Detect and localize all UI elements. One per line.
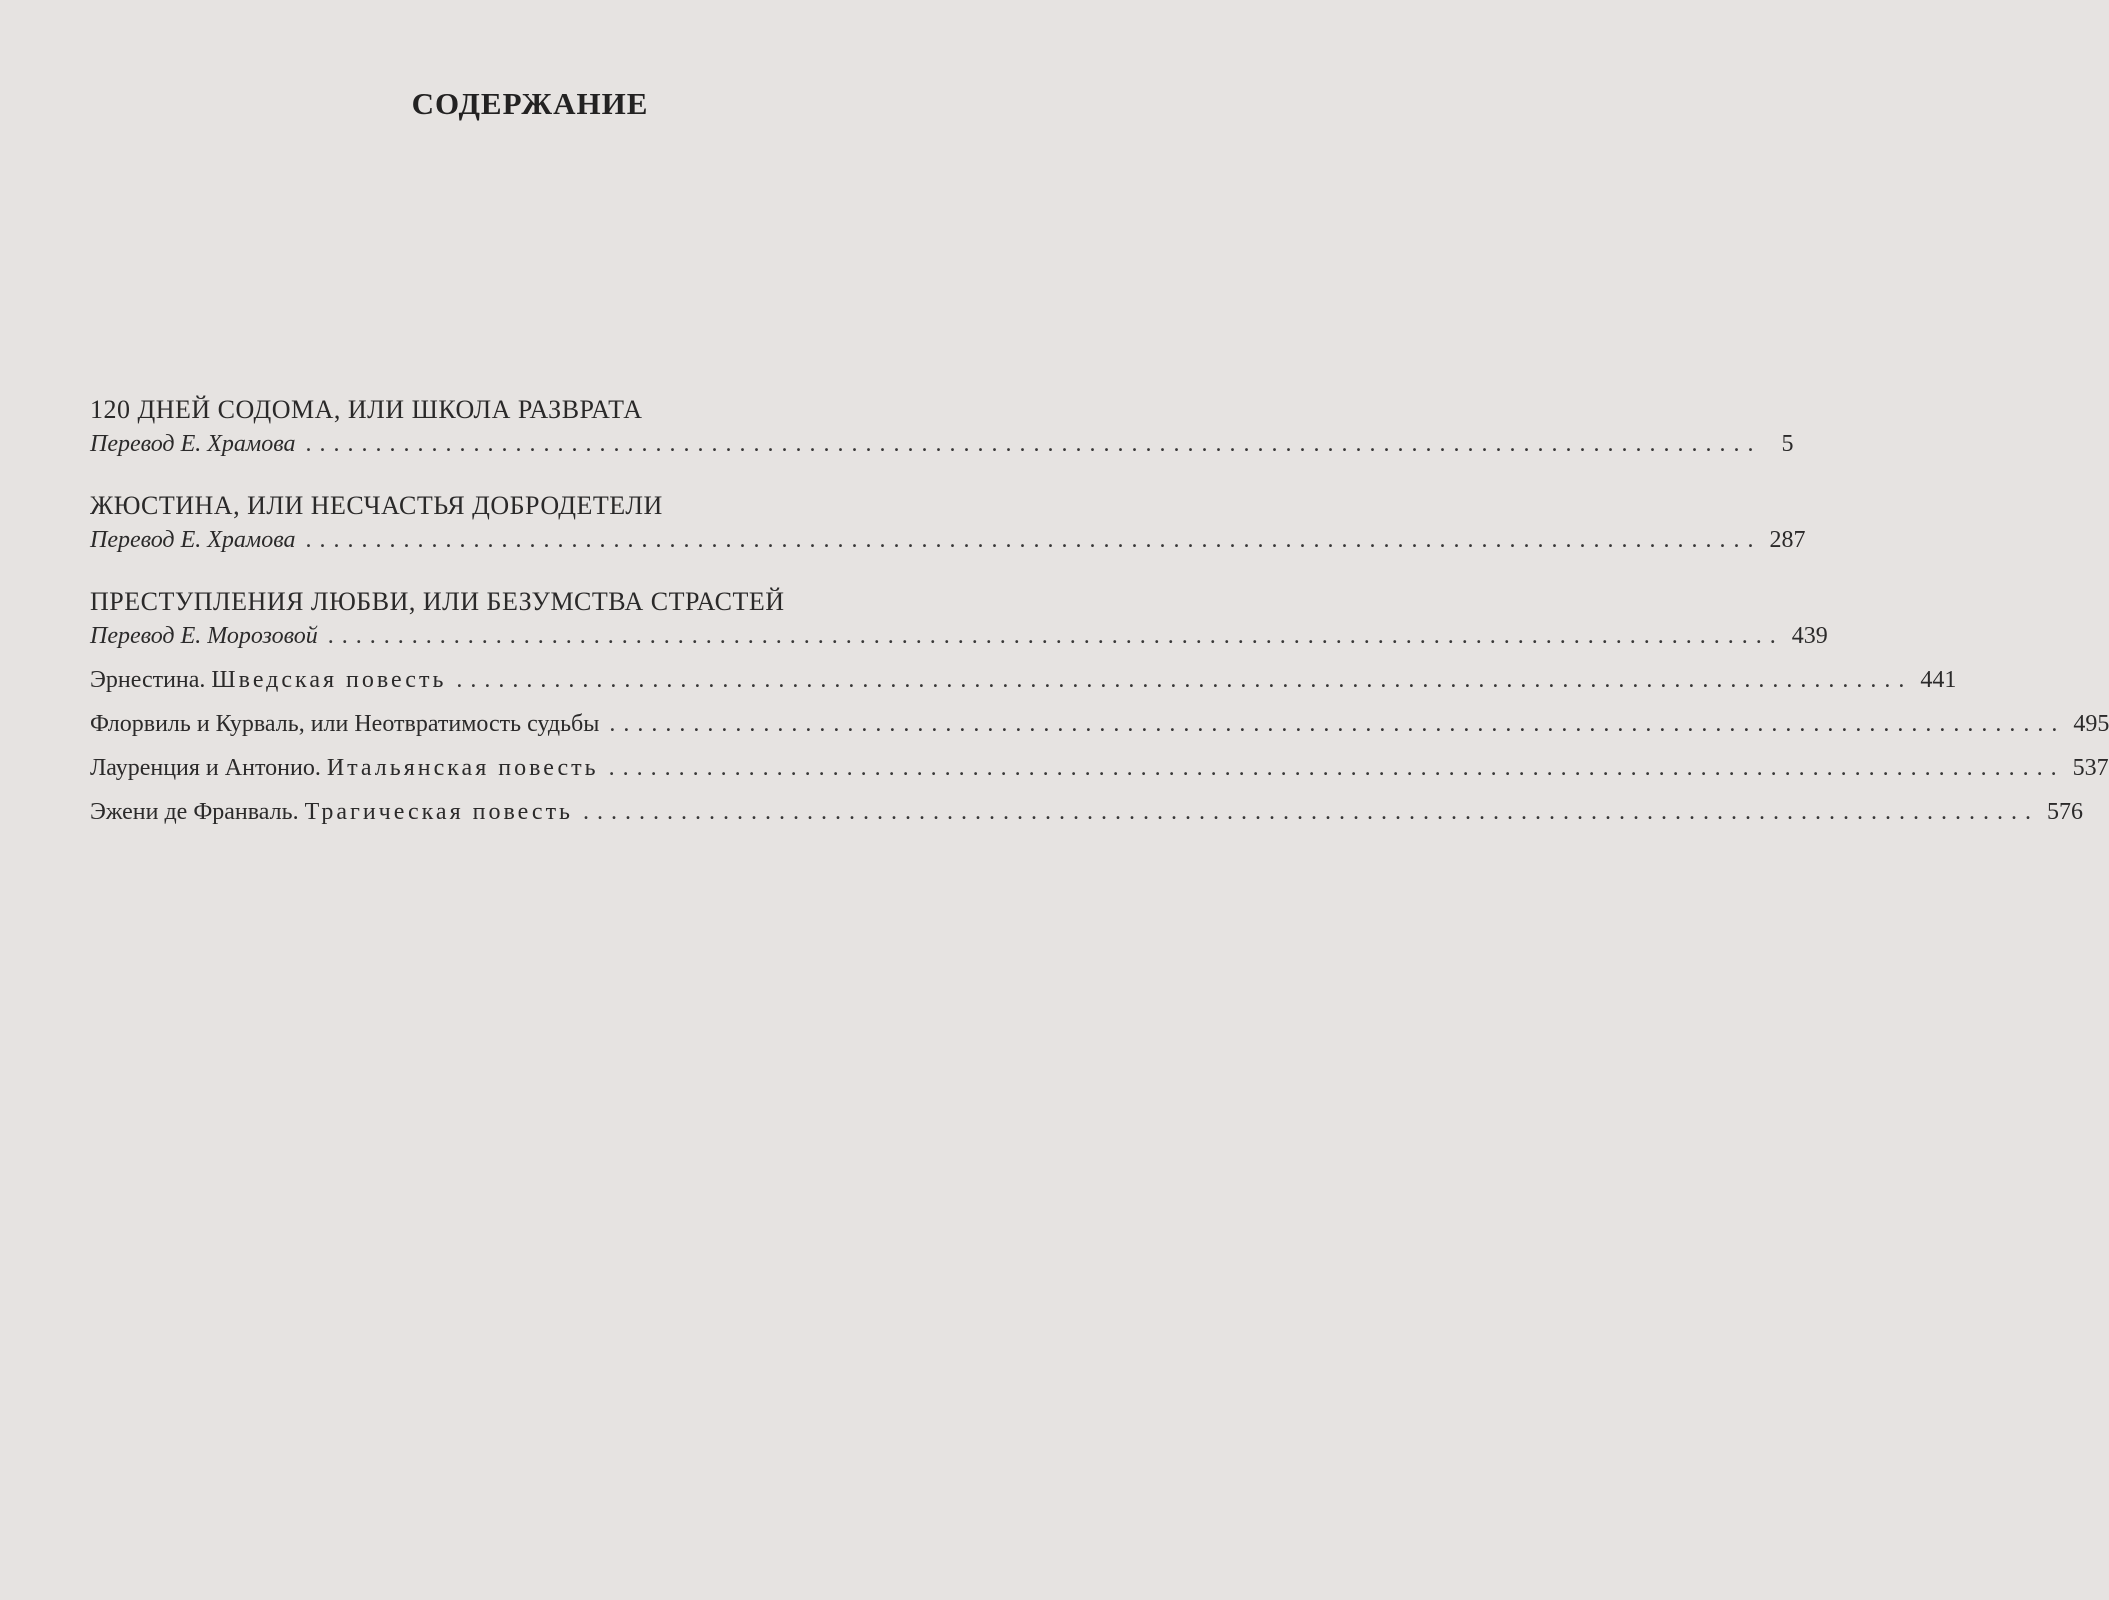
story-subtitle: Шведская повесть <box>211 667 447 693</box>
page-number: 495 <box>2073 711 2109 737</box>
story-title: Лауренция и Антонио. Итальянская повесть <box>90 755 599 781</box>
toc-entry[interactable] <box>90 525 1806 555</box>
toc-entry[interactable] <box>90 665 1957 695</box>
story-subtitle: Трагическая повесть <box>304 799 573 825</box>
dot-leader: ........................................................................................................ <box>327 623 1784 649</box>
story-title: Эрнестина. Шведская повесть <box>90 667 447 693</box>
translator-label: Перевод Е. Храмова <box>90 431 296 457</box>
section-heading: 120 ДНЕЙ СОДОМА, ИЛИ ШКОЛА РАЗВРАТА <box>90 395 643 424</box>
table-of-contents <box>90 395 2109 841</box>
page-number: 439 <box>1791 623 1828 649</box>
dot-leader: ........................................................................................................ <box>583 799 2039 825</box>
page-number: 576 <box>2047 799 2083 825</box>
toc-section <box>90 587 1828 651</box>
dot-leader: ........................................................................................................ <box>608 755 2065 781</box>
page-number: 287 <box>1769 527 1806 553</box>
toc-entry[interactable] <box>90 753 2109 783</box>
story-title: Флорвиль и Курваль, или Неотвратимость судьбы <box>90 711 600 737</box>
toc-entry[interactable] <box>90 797 2083 827</box>
dot-leader: ........................................................................................................ <box>305 431 1762 457</box>
toc-entry[interactable] <box>90 709 2109 739</box>
dot-leader: ........................................................................................................ <box>305 527 1762 553</box>
section-heading: ПРЕСТУПЛЕНИЯ ЛЮБВИ, ИЛИ БЕЗУМСТВА СТРАСТЕЙ <box>90 587 785 616</box>
translator-label: Перевод Е. Храмова <box>90 527 296 553</box>
page-number: 537 <box>2072 755 2109 781</box>
dot-leader: ........................................................................................................ <box>456 667 1913 693</box>
translator-label: Перевод Е. Морозовой <box>90 623 318 649</box>
section-heading: ЖЮСТИНА, ИЛИ НЕСЧАСТЬЯ ДОБРОДЕТЕЛИ <box>90 491 663 520</box>
toc-section <box>90 395 1794 459</box>
page-title: СОДЕРЖАНИЕ <box>411 86 649 121</box>
page-number: 441 <box>1920 667 1957 693</box>
story-title: Эжени де Франваль. Трагическая повесть <box>90 799 573 825</box>
page-number: 5 <box>1781 431 1794 457</box>
dot-leader: ........................................................................................................ <box>609 711 2066 737</box>
story-subtitle: Итальянская повесть <box>326 755 599 781</box>
toc-section <box>90 491 1806 555</box>
toc-entry[interactable] <box>90 621 1828 651</box>
toc-entry[interactable] <box>90 429 1794 459</box>
